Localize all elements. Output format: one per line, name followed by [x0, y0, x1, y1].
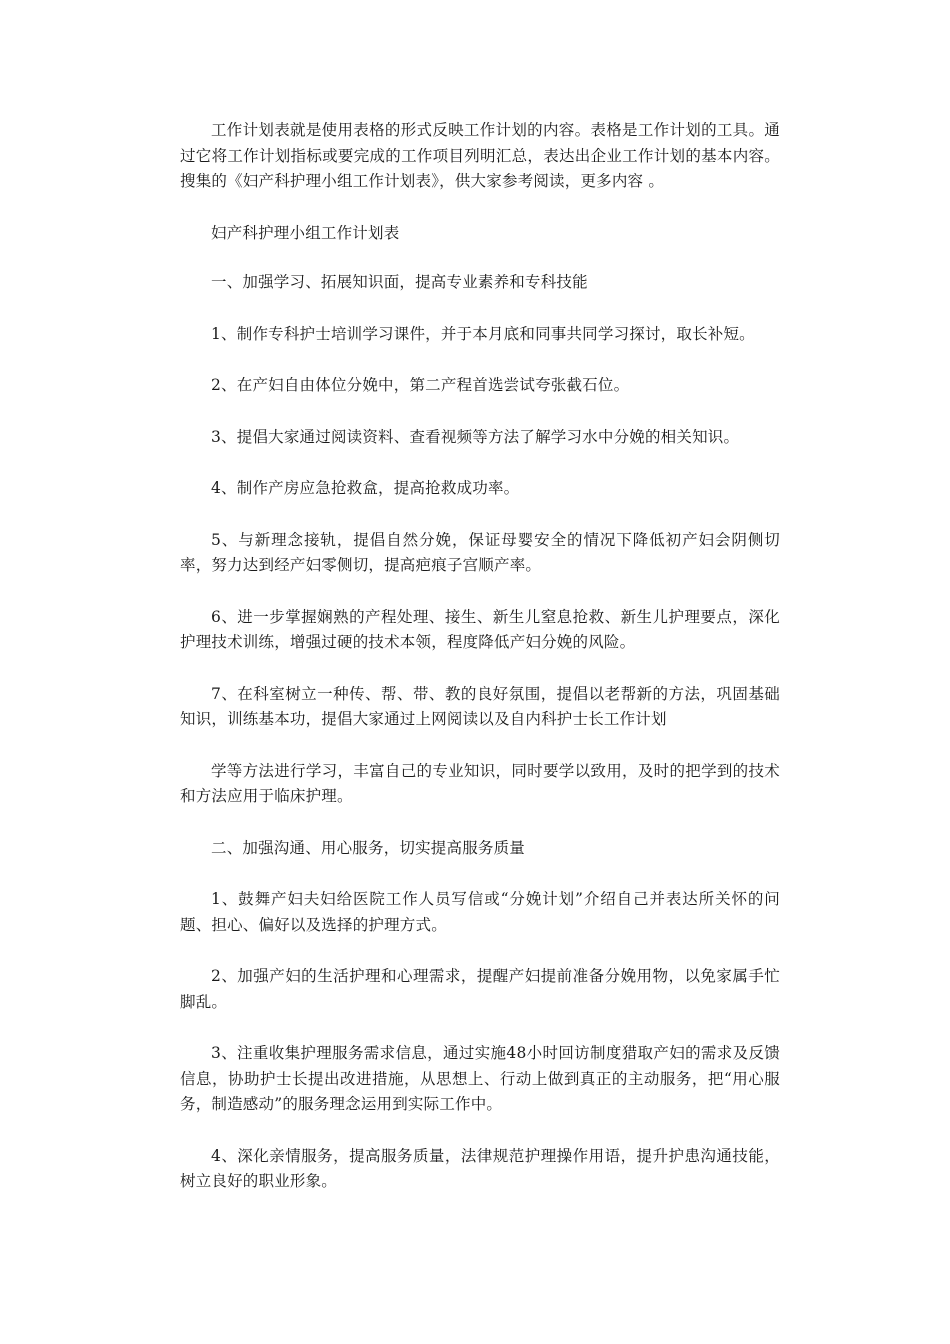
section1-item-1: 1、制作专科护士培训学习课件，并于本月底和同事共同学习探讨，取长补短。	[211, 324, 755, 343]
section1-item-3: 3、提倡大家通过阅读资料、查看视频等方法了解学习水中分娩的相关知识。	[211, 427, 740, 446]
section1-item-7-continued: 学等方法进行学习，丰富自己的专业知识，同时要学以致用，及时的把学到的技术和方法应用于临床护理。	[180, 761, 780, 805]
section1-item-6: 6、进一步掌握娴熟的产程处理、接生、新生儿窒息抢救、新生儿护理要点，深化护理技术训练，增强过硬的技术本领，程度降低产妇分娩的风险。	[180, 607, 780, 651]
section1-item-5: 5、与新理念接轨，提倡自然分娩，保证母婴安全的情况下降低初产妇会阴侧切率，努力达到经产妇零侧切，提高疤痕子宫顺产率。	[180, 530, 780, 574]
section-heading-1: 一、加强学习、拓展知识面，提高专业素养和专科技能	[211, 273, 588, 291]
section2-item-3: 3、注重收集护理服务需求信息，通过实施48小时回访制度猎取产妇的需求及反馈信息，协助护士长提出改进措施，从思想上、行动上做到真正的主动服务，把“用心服务，制造感动”的服务理念运用到实际工作中。	[180, 1044, 780, 1113]
document-page	[180, 118, 780, 1221]
section1-item-4: 4、制作产房应急抢救盒，提高抢救成功率。	[211, 479, 520, 497]
section1-item-7: 7、在科室树立一种传、帮、带、教的良好氛围，提倡以老帮新的方法，巩固基础知识，训练基本功，提倡大家通过上网阅读以及自内科护士长工作计划	[180, 684, 780, 728]
document-title: 妇产科护理小组工作计划表	[211, 223, 400, 242]
section-heading-2: 二、加强沟通、用心服务，切实提高服务质量	[211, 838, 526, 857]
section2-item-4: 4、深化亲情服务，提高服务质量，法律规范护理操作用语，提升护患沟通技能，树立良好的职业形象。	[180, 1146, 780, 1190]
intro-paragraph: 工作计划表就是使用表格的形式反映工作计划的内容。表格是工作计划的工具。通过它将工作计划指标或要完成的工作项目列明汇总，表达出企业工作计划的基本内容。搜集的《妇产科护理小组工作计划表》，供大家参考阅读，更多内容 。	[180, 121, 780, 190]
section1-item-2: 2、在产妇自由体位分娩中，第二产程首选尝试夸张截石位。	[211, 376, 630, 394]
section2-item-2: 2、加强产妇的生活护理和心理需求，提醒产妇提前准备分娩用物，以免家属手忙脚乱。	[180, 967, 780, 1011]
section2-item-1: 1、鼓舞产妇夫妇给医院工作人员写信或“分娩计划”介绍自己并表达所关怀的问题、担心、偏好以及选择的护理方式。	[180, 890, 780, 934]
